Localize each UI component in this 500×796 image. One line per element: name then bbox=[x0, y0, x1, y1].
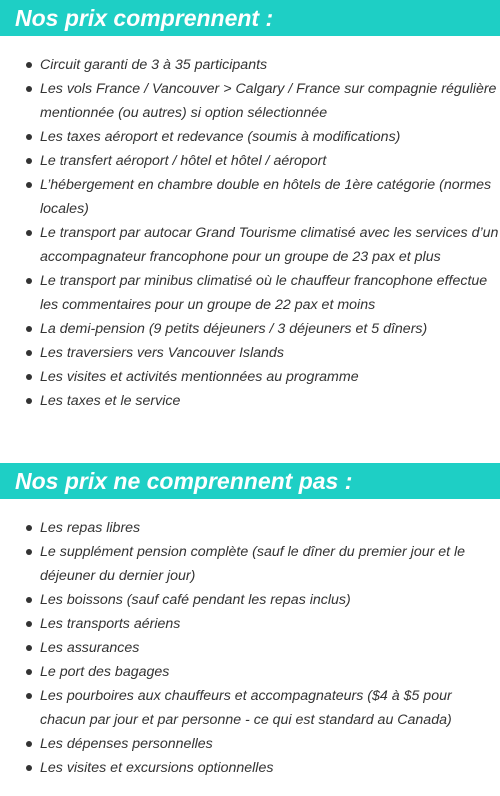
list-item-text: Les visites et excursions optionnelles bbox=[40, 760, 274, 776]
bullet-icon bbox=[26, 525, 32, 531]
list-item-text: Les repas libres bbox=[40, 520, 141, 536]
list-item-text: Les transports aériens bbox=[40, 616, 181, 632]
bullet-icon bbox=[26, 398, 32, 404]
list-item-text: Les boissons (sauf café pendant les repas inclus) bbox=[40, 592, 351, 608]
bullet-icon bbox=[26, 597, 32, 603]
list-item bbox=[0, 636, 500, 660]
list-item bbox=[0, 756, 500, 780]
list-item-text: L’hébergement en chambre double en hôtels de 1ère catégorie (normes locales) bbox=[40, 177, 492, 217]
list-item bbox=[0, 365, 500, 389]
list-item-text: Circuit garanti de 3 à 35 participants bbox=[40, 57, 268, 73]
list-item bbox=[0, 53, 500, 77]
included-section-title: Nos prix comprennent : bbox=[0, 0, 500, 36]
list-item bbox=[0, 389, 500, 413]
bullet-icon bbox=[26, 621, 32, 627]
list-item bbox=[0, 732, 500, 756]
list-item bbox=[0, 221, 500, 269]
list-item-text: Les visites et activités mentionnées au programme bbox=[40, 369, 359, 385]
list-item-text: Les taxes et le service bbox=[40, 393, 181, 409]
list-item bbox=[0, 77, 500, 125]
list-item bbox=[0, 341, 500, 365]
list-item bbox=[0, 317, 500, 341]
list-item bbox=[0, 125, 500, 149]
bullet-icon bbox=[26, 62, 32, 68]
bullet-icon bbox=[26, 374, 32, 380]
list-item-text: Le supplément pension complète (sauf le dîner du premier jour et le déjeuner du dernier jour) bbox=[40, 544, 466, 584]
bullet-icon bbox=[26, 158, 32, 164]
bullet-icon bbox=[26, 693, 32, 699]
list-item-text: Les taxes aéroport et redevance (soumis à modifications) bbox=[40, 129, 401, 145]
bullet-icon bbox=[26, 134, 32, 140]
excluded-section-title: Nos prix ne comprennent pas : bbox=[0, 463, 500, 499]
bullet-icon bbox=[26, 645, 32, 651]
list-item-text: Le transport par autocar Grand Tourisme climatisé avec les services d’un accompagnateur francophone pour un groupe de 23 pax et plus bbox=[40, 225, 499, 265]
bullet-icon bbox=[26, 669, 32, 675]
bullet-icon bbox=[26, 741, 32, 747]
bullet-icon bbox=[26, 86, 32, 92]
bullet-icon bbox=[26, 278, 32, 284]
list-item-text: Les dépenses personnelles bbox=[40, 736, 213, 752]
list-item-text: Le transfert aéroport / hôtel et hôtel / aéroport bbox=[40, 153, 327, 169]
list-item bbox=[0, 588, 500, 612]
list-item-text: Les vols France / Vancouver > Calgary / France sur compagnie régulière mentionnée (ou autres) si option sélectionnée bbox=[40, 81, 497, 121]
list-item-text: Les assurances bbox=[40, 640, 140, 656]
list-item-text: Le transport par minibus climatisé où le chauffeur francophone effectue les commentaires pour un groupe de 22 pax et moins bbox=[40, 273, 488, 313]
list-item bbox=[0, 149, 500, 173]
list-item bbox=[0, 173, 500, 221]
bullet-icon bbox=[26, 182, 32, 188]
bullet-icon bbox=[26, 230, 32, 236]
bullet-icon bbox=[26, 549, 32, 555]
list-item bbox=[0, 660, 500, 684]
list-item-text: Le port des bagages bbox=[40, 664, 170, 680]
bullet-icon bbox=[26, 326, 32, 332]
list-item bbox=[0, 684, 500, 732]
bullet-icon bbox=[26, 350, 32, 356]
list-item bbox=[0, 540, 500, 588]
included-list bbox=[0, 53, 500, 413]
excluded-list bbox=[0, 516, 500, 780]
list-item-text: La demi-pension (9 petits déjeuners / 3 déjeuners et 5 dîners) bbox=[40, 321, 428, 337]
list-item bbox=[0, 516, 500, 540]
list-item bbox=[0, 269, 500, 317]
list-item-text: Les pourboires aux chauffeurs et accompagnateurs ($4 à $5 pour chacun par jour et par personne - ce qui est standard au Canada) bbox=[40, 688, 452, 728]
bullet-icon bbox=[26, 765, 32, 771]
list-item-text: Les traversiers vers Vancouver Islands bbox=[40, 345, 284, 361]
list-item bbox=[0, 612, 500, 636]
